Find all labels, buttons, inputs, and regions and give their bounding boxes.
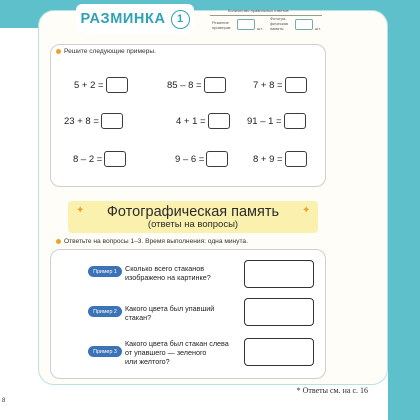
count-unit: шт.: [315, 26, 321, 31]
answer-box[interactable]: [206, 151, 228, 167]
answer-box[interactable]: [284, 113, 306, 129]
count-unit: шт.: [257, 26, 263, 31]
count-label-line: Фотогра-: [270, 16, 287, 21]
sparkle-icon: ✦: [302, 205, 311, 216]
example: [175, 151, 228, 167]
answer-box[interactable]: [106, 77, 128, 93]
question-line: Какого цвета был упавший: [125, 304, 215, 313]
example-text: 7 + 8 =: [253, 79, 283, 91]
question-line: изображено на картинке?: [125, 273, 211, 282]
count-box-memory[interactable]: [295, 19, 313, 30]
question-text-1: [125, 264, 211, 282]
question-line: стакан?: [125, 313, 152, 322]
question-line: или желтого?: [125, 357, 170, 366]
sparkle-icon: ✦: [76, 205, 85, 216]
example-text: 9 – 6 =: [175, 153, 205, 165]
example: [176, 113, 230, 129]
example: [167, 77, 226, 93]
count-label-line: память:: [270, 26, 285, 31]
example: [247, 113, 306, 129]
memory-instruction-text: Ответьте на вопросы 1–3. Время выполнения: одна минута.: [64, 238, 248, 245]
answer-box[interactable]: [285, 77, 307, 93]
question-line: Какого цвета был стакан слева: [125, 339, 229, 348]
example: [74, 77, 128, 93]
answer-field-2[interactable]: [244, 298, 314, 326]
example: [64, 113, 123, 129]
example-text: 23 + 8 =: [64, 115, 99, 127]
example-text: 85 – 8 =: [167, 79, 202, 91]
count-label-line: Решение: [212, 20, 229, 25]
memory-instruction: [56, 238, 248, 245]
answer-box[interactable]: [104, 151, 126, 167]
answer-box[interactable]: [285, 151, 307, 167]
question-tag-3: Пример 3: [88, 346, 122, 357]
example-text: 91 – 1 =: [247, 115, 282, 127]
answer-field-3[interactable]: [244, 338, 314, 366]
example: [253, 77, 307, 93]
count-title: Количество правильных ответов: [228, 8, 289, 13]
count-box-arithmetic[interactable]: [237, 19, 255, 30]
page-number: 8: [2, 398, 6, 404]
example-text: 8 + 9 =: [253, 153, 283, 165]
count-label-arithmetic: [212, 20, 231, 30]
example-text: 5 + 2 =: [74, 79, 104, 91]
arithmetic-instruction-text: Решите следующие примеры.: [64, 48, 156, 55]
count-label-line: фическая: [270, 21, 289, 26]
question-tag-2: Пример 2: [88, 306, 122, 317]
question-line: Сколько всего стаканов: [125, 264, 205, 273]
answer-box[interactable]: [208, 113, 230, 129]
arithmetic-instruction: [56, 48, 156, 55]
header-title: РАЗМИНКА: [80, 11, 166, 27]
example-text: 4 + 1 =: [176, 115, 206, 127]
question-line: от упавшего — зеленого: [125, 348, 207, 357]
header-tab: [76, 4, 194, 34]
example: [73, 151, 126, 167]
memory-subtitle: (ответы на вопросы): [147, 218, 239, 230]
bullet-icon: [56, 239, 61, 244]
question-tag-1: Пример 1: [88, 266, 122, 277]
question-text-3: [125, 339, 229, 366]
bullet-icon: [56, 49, 61, 54]
memory-title: Фотографическая память: [106, 203, 280, 220]
answer-field-1[interactable]: [244, 260, 314, 288]
question-text-2: [125, 304, 214, 322]
example-text: 8 – 2 =: [73, 153, 103, 165]
memory-banner: [68, 201, 318, 233]
answer-box[interactable]: [204, 77, 226, 93]
header-number-circle: 1: [171, 10, 190, 29]
count-divider: [210, 15, 322, 16]
example: [253, 151, 307, 167]
count-label-memory: [270, 16, 288, 31]
answer-box[interactable]: [101, 113, 123, 129]
right-teal-margin: [388, 0, 420, 420]
count-label-line: примеров:: [212, 25, 232, 30]
answers-note: * Ответы см. на с. 16: [296, 386, 368, 395]
